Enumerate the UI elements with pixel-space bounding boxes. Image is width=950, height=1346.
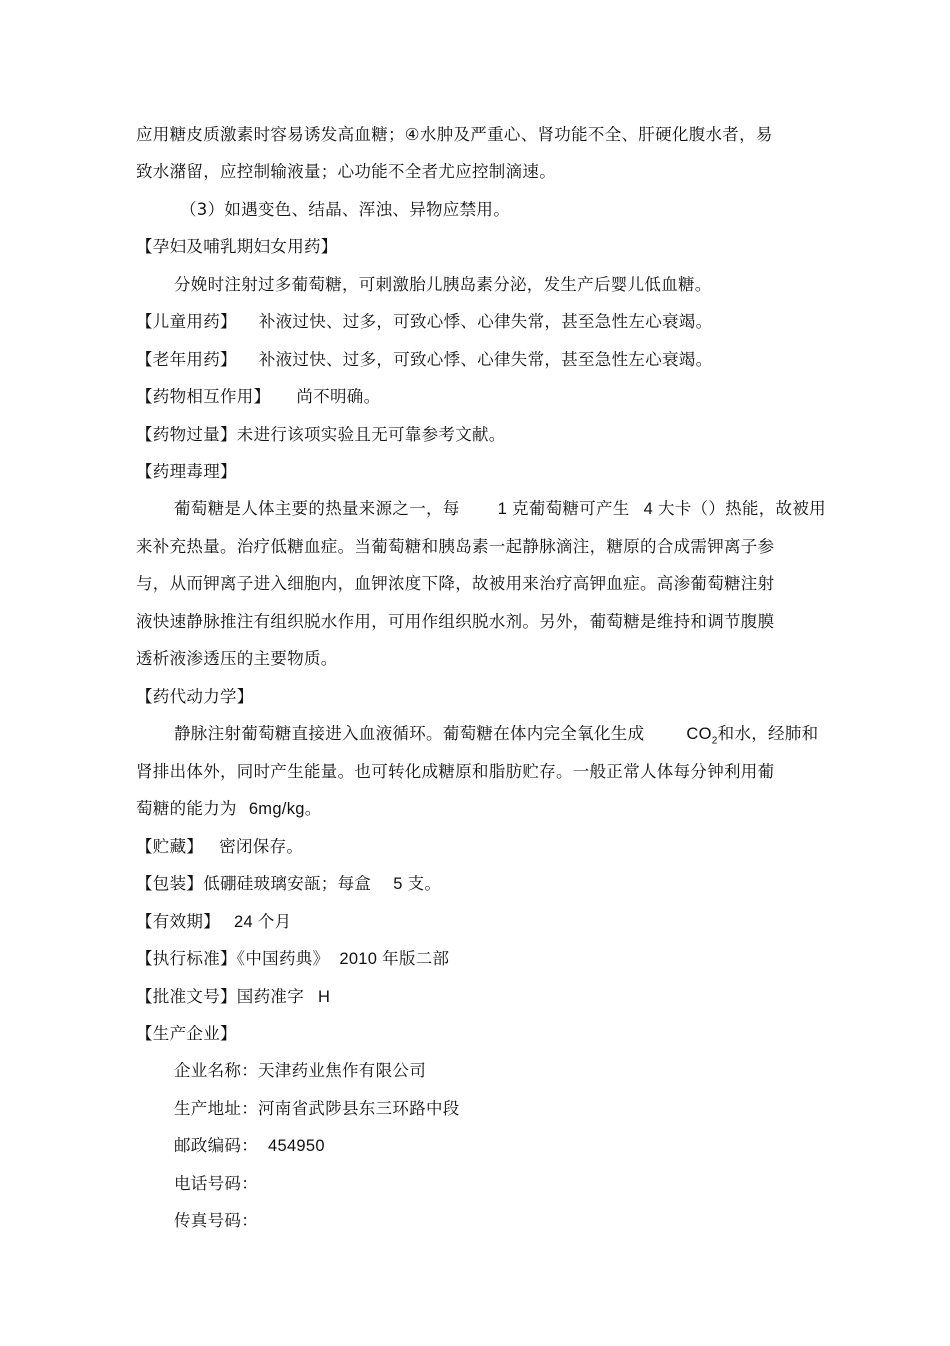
paragraph-text: CO [686, 725, 712, 743]
paragraph-text: 尚不明确。 [296, 387, 381, 406]
section-row [136, 311, 712, 333]
paragraph-text: （3）如遇变色、结晶、浑浊、异物应禁用。 [180, 200, 510, 219]
section-row [136, 424, 506, 446]
paragraph-text: 葡萄糖是人体主要的热量来源之一，每 [174, 499, 460, 518]
paragraph-text: 企业名称：天津药业焦作有限公司 [174, 1061, 426, 1080]
heading-text: 【老年用药】 [136, 350, 237, 369]
paragraph-text: 【执行标准】《中国药典》 [136, 949, 330, 968]
text-line [174, 274, 712, 296]
heading-text: 【生产企业】 [136, 1024, 237, 1043]
field-label: 传真号码： [174, 1211, 258, 1230]
paragraph-text: 密闭保存。 [219, 837, 304, 856]
paragraph-text: 24 个月 [234, 913, 292, 931]
field-label: 邮政编码： [174, 1136, 258, 1155]
paragraph-text: 来补充热量。治疗低糖血症。当葡萄糖和胰岛素一起静脉滴注，糖原的合成需钾离子参 [136, 537, 775, 556]
company-address [174, 1098, 460, 1120]
text-line [136, 124, 773, 146]
text-line [136, 161, 556, 183]
text-line [136, 761, 774, 783]
heading-text: 【药代动力学】 [136, 687, 254, 706]
text-line [136, 536, 774, 558]
phone-number [174, 1173, 258, 1195]
paragraph-text: 6mg/kg。 [248, 800, 322, 818]
paragraph-text: 4 大卡（）热能，故被用 [643, 500, 826, 518]
text-line [174, 498, 826, 520]
heading-text: 【儿童用药】 [136, 312, 237, 331]
paragraph-text: 萄糖的能力为 [136, 799, 237, 818]
paragraph-text: 致水潴留，应控制输液量；心功能不全者尤应控制滴速。 [136, 162, 556, 181]
paragraph-text: 补液过快、过多，可致心悸、心律失常，甚至急性左心衰竭。 [258, 350, 713, 369]
section-row [136, 911, 291, 933]
paragraph-text: 【批准文号】国药准字 [136, 987, 304, 1006]
section-row [136, 948, 449, 970]
paragraph-text: 液快速静脉推注有组织脱水作用，可用作组织脱水剂。另外，葡萄糖是维持和调节腹膜 [136, 612, 775, 631]
fax-number [174, 1210, 258, 1232]
section-row [136, 836, 303, 858]
section-row [136, 349, 712, 371]
paragraph-text: H [318, 988, 331, 1006]
company-name [174, 1060, 426, 1082]
section-heading [136, 686, 254, 708]
paragraph-text: 补液过快、过多，可致心悸、心律失常，甚至急性左心衰竭。 [258, 312, 713, 331]
paragraph-text: 2010 年版二部 [339, 950, 450, 968]
paragraph-text: 透析液渗透压的主要物质。 [136, 649, 338, 668]
paragraph-text: 生产地址：河南省武陟县东三环路中段 [174, 1099, 460, 1118]
section-row [136, 386, 380, 408]
paragraph-text: 分娩时注射过多葡萄糖，可刺激胎儿胰岛素分泌，发生产后婴儿低血糖。 [174, 275, 712, 294]
text-line [136, 573, 774, 595]
text-line: 静脉注射葡萄糖直接进入血液循环。葡萄糖在体内完全氧化生成 $CO_2$和水，经肺和 [174, 724, 819, 747]
paragraph-text: 5 支。 [393, 875, 442, 893]
paragraph-text: 与，从而钾离子进入细胞内，血钾浓度下降，故被用来治疗高钾血症。高渗葡萄糖注射 [136, 574, 775, 593]
paragraph-text: 静脉注射葡萄糖直接进入血液循环。葡萄糖在体内完全氧化生成 [174, 724, 645, 743]
heading-text: 【药理毒理】 [136, 462, 237, 481]
paragraph-text: 【药物过量】未进行该项实验且无可靠参考文献。 [136, 425, 506, 444]
heading-text: 【药物相互作用】 [136, 387, 271, 406]
paragraph-text: 1 克葡萄糖可产生 [497, 500, 630, 518]
heading-text: 【孕妇及哺乳期妇女用药】 [136, 237, 338, 256]
heading-text: 【有效期】 [136, 912, 220, 931]
section-row [136, 986, 330, 1008]
paragraph-text: 【包装】低硼硅玻璃安瓿；每盒 [136, 874, 372, 893]
postal-code [174, 1135, 325, 1157]
section-row [136, 873, 441, 895]
section-heading [136, 236, 338, 258]
field-label: 电话号码： [174, 1174, 258, 1193]
text-line [136, 798, 322, 820]
heading-text: 【贮藏】 [136, 837, 204, 856]
text-line [180, 199, 510, 221]
text-line [136, 611, 774, 633]
section-heading [136, 1023, 237, 1045]
paragraph-text: 和水，经肺和 [717, 724, 819, 743]
section-heading [136, 461, 237, 483]
paragraph-text: 肾排出体外，同时产生能量。也可转化成糖原和脂肪贮存。一般正常人体每分钟利用葡 [136, 762, 775, 781]
text-line [136, 648, 338, 670]
field-value: 454950 [268, 1137, 325, 1155]
paragraph-text: 应用糖皮质激素时容易诱发高血糖；④水肿及严重心、肾功能不全、肝硬化腹水者，易 [136, 125, 773, 144]
